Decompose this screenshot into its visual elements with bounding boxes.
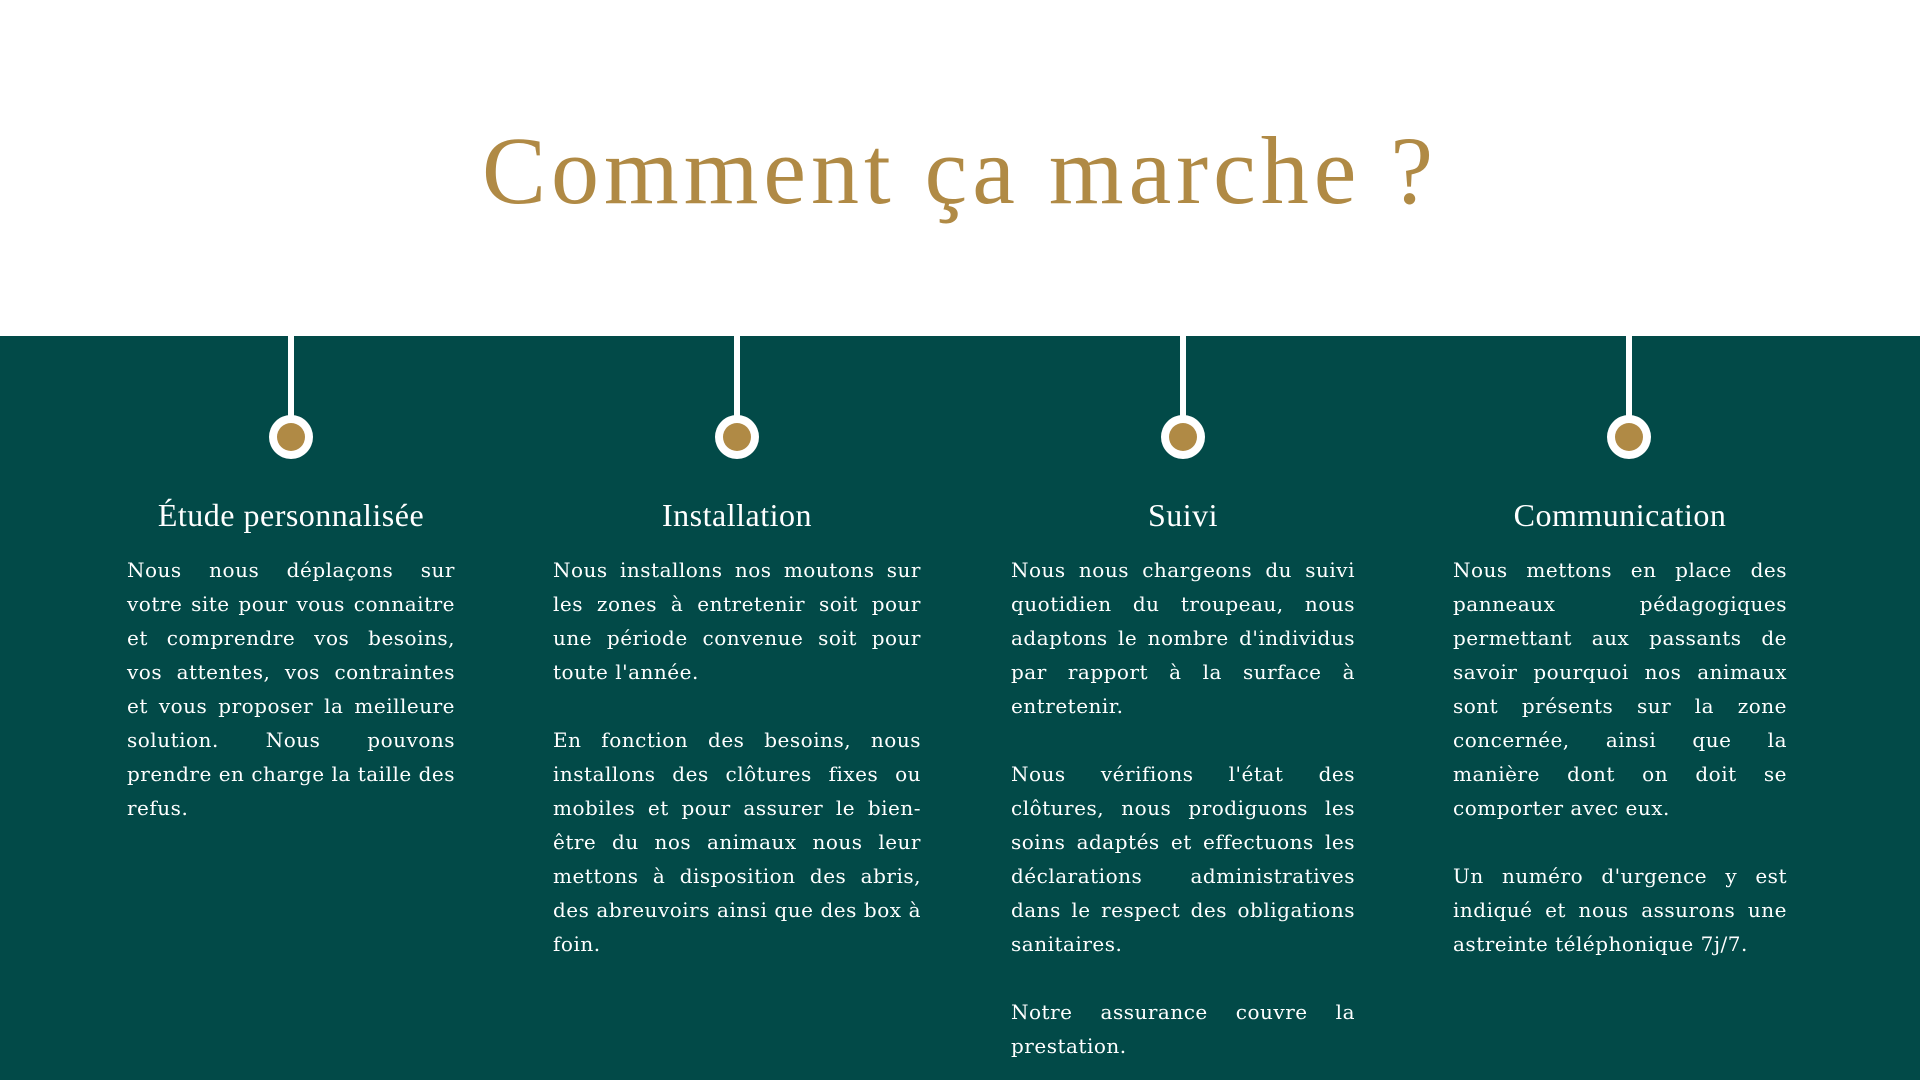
- step-4-description: [1453, 553, 1787, 961]
- step-4-paragraph-2: Un numéro d'urgence y est indiqué et nous assurons une astreinte téléphonique 7j/7.: [1453, 864, 1787, 956]
- step-1-description: [127, 553, 455, 825]
- step-2-connector-line: [734, 336, 740, 424]
- step-3-title: Suivi: [1147, 497, 1219, 533]
- step-3-paragraph-2: Nous vérifions l'état des clôtures, nous prodiguons les soins adaptés et effectuons les déclarations administratives dans le respect des obligations sanitaires.: [1011, 762, 1355, 956]
- step-1-connector-line: [288, 336, 294, 424]
- step-2-timeline-dot: [715, 415, 759, 459]
- page-title: Comment ça marche ?: [482, 117, 1438, 224]
- step-3-timeline-dot: [1161, 415, 1205, 459]
- header-section: [0, 0, 1920, 336]
- step-2-paragraph-2: En fonction des besoins, nous installons des clôtures fixes ou mobiles et pour assurer le bien-être du nos animaux nous leur mettons à disposition des abris, des abreuvoirs ainsi que des box à foin.: [553, 728, 921, 956]
- step-4-title: Communication: [1513, 497, 1727, 533]
- step-2-description: [553, 553, 921, 961]
- step-2-title: Installation: [662, 497, 812, 533]
- step-1-paragraph-1: Nous nous déplaçons sur votre site pour vous connaitre et comprendre vos besoins, vos attentes, vos contraintes et vous proposer la meilleure solution. Nous pouvons prendre en charge la taille des refus.: [127, 558, 455, 820]
- step-4-connector-line: [1626, 336, 1632, 424]
- step-4-timeline-dot: [1607, 415, 1651, 459]
- step-3-connector-line: [1180, 336, 1186, 424]
- step-3-description: [1011, 553, 1355, 1063]
- step-4-paragraph-1: Nous mettons en place des panneaux pédagogiques permettant aux passants de savoir pourquoi nos animaux sont présents sur la zone concernée, ainsi que la manière dont on doit se comporter avec eux.: [1453, 558, 1787, 820]
- step-3-paragraph-3: Notre assurance couvre la prestation.: [1011, 1000, 1355, 1058]
- step-2-paragraph-1: Nous installons nos moutons sur les zones à entretenir soit pour une période convenue soit pour toute l'année.: [553, 558, 921, 684]
- step-1-timeline-dot: [269, 415, 313, 459]
- step-1-title: Étude personnalisée: [157, 497, 425, 533]
- step-3-paragraph-1: Nous nous chargeons du suivi quotidien du troupeau, nous adaptons le nombre d'individus par rapport à la surface à entretenir.: [1011, 558, 1355, 718]
